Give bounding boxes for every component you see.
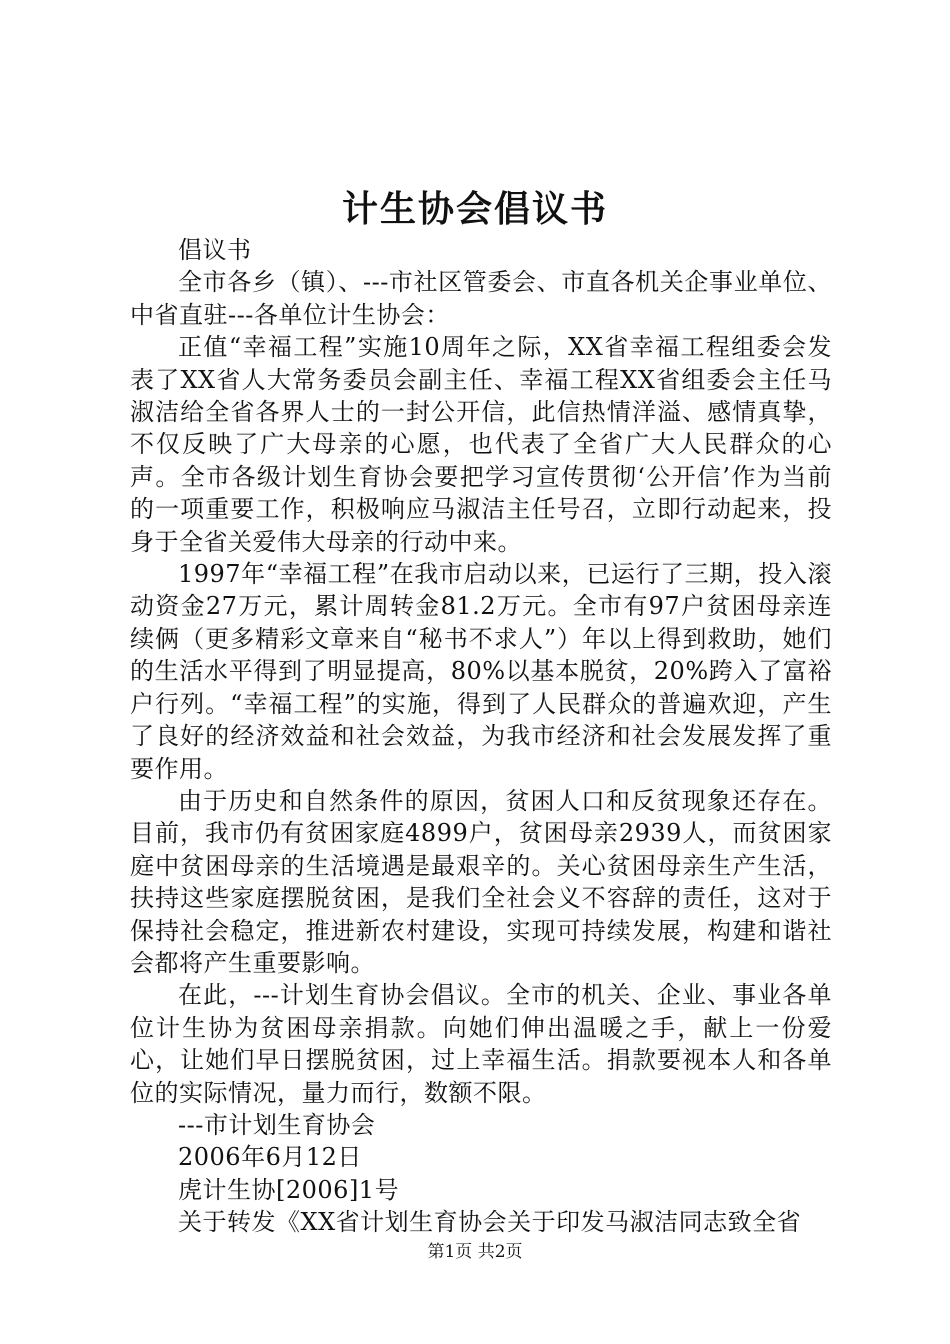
- signature-date: 2006年6月12日: [178, 1143, 362, 1172]
- document-body: [130, 234, 832, 1239]
- signature-organization: ---市计划生育协会: [178, 1110, 376, 1139]
- document-number: 虎计生协[2006]1号: [178, 1175, 400, 1204]
- page-number-footer: 第1页 共2页: [427, 1242, 523, 1262]
- body-paragraph: 1997年“幸福工程”在我市启动以来，已运行了三期，投入滚动资金27万元，累计周转金81.2万元。全市有97户贫困母亲连续俩（更多精彩文章来自“秘书不求人”）年以上得到救助，她们的生活水平得到了明显提高，80%以基本脱贫，20%跨入了富裕户行列。“幸福工程”的实施，得到了人民群众的普遍欢迎，产生了良好的经济效益和社会效益，为我市经济和社会发展发挥了重要作用。: [130, 560, 832, 783]
- salutation-heading: 倡议书: [178, 236, 252, 264]
- addressee-paragraph: 全市各乡（镇）、---市社区管委会、市直各机关企事业单位、中省直驻---各单位计生协会：: [130, 268, 832, 329]
- forwarding-title: 关于转发《XX省计划生育协会关于印发马淑洁同志致全省: [178, 1208, 802, 1237]
- body-paragraph: 在此，---计划生育协会倡议。全市的机关、企业、事业各单位计生协为贫困母亲捐款。向她们伸出温暖之手，献上一份爱心，让她们早日摆脱贫困，过上幸福生活。捐款要视本人和各单位的实际情况，量力而行，数额不限。: [130, 981, 832, 1107]
- body-paragraph: 正值“幸福工程”实施10周年之际，XX省幸福工程组委会发表了XX省人大常务委员会副主任、幸福工程XX省组委会主任马淑洁给全省各界人士的一封公开信，此信热情洋溢、感情真挚，不仅反映了广大母亲的心愿，也代表了全省广大人民群众的心声。全市各级计划生育协会要把学习宣传贯彻‘公开信’作为当前的一项重要工作，积极响应马淑洁主任号召，立即行动起来，投身于全省关爱伟大母亲的行动中来。: [130, 333, 832, 556]
- document-title: 计生协会倡议书: [341, 188, 608, 230]
- body-paragraph: 由于历史和自然条件的原因，贫困人口和反贫现象还存在。目前，我市仍有贫困家庭4899户，贫困母亲2939人，而贫困家庭中贫困母亲的生活境遇是最艰辛的。关心贫困母亲生产生活，扶持这些家庭摆脱贫困，是我们全社会义不容辞的责任，这对于保持社会稳定，推进新农村建设，实现可持续发展，构建和谐社会都将产生重要影响。: [130, 786, 832, 977]
